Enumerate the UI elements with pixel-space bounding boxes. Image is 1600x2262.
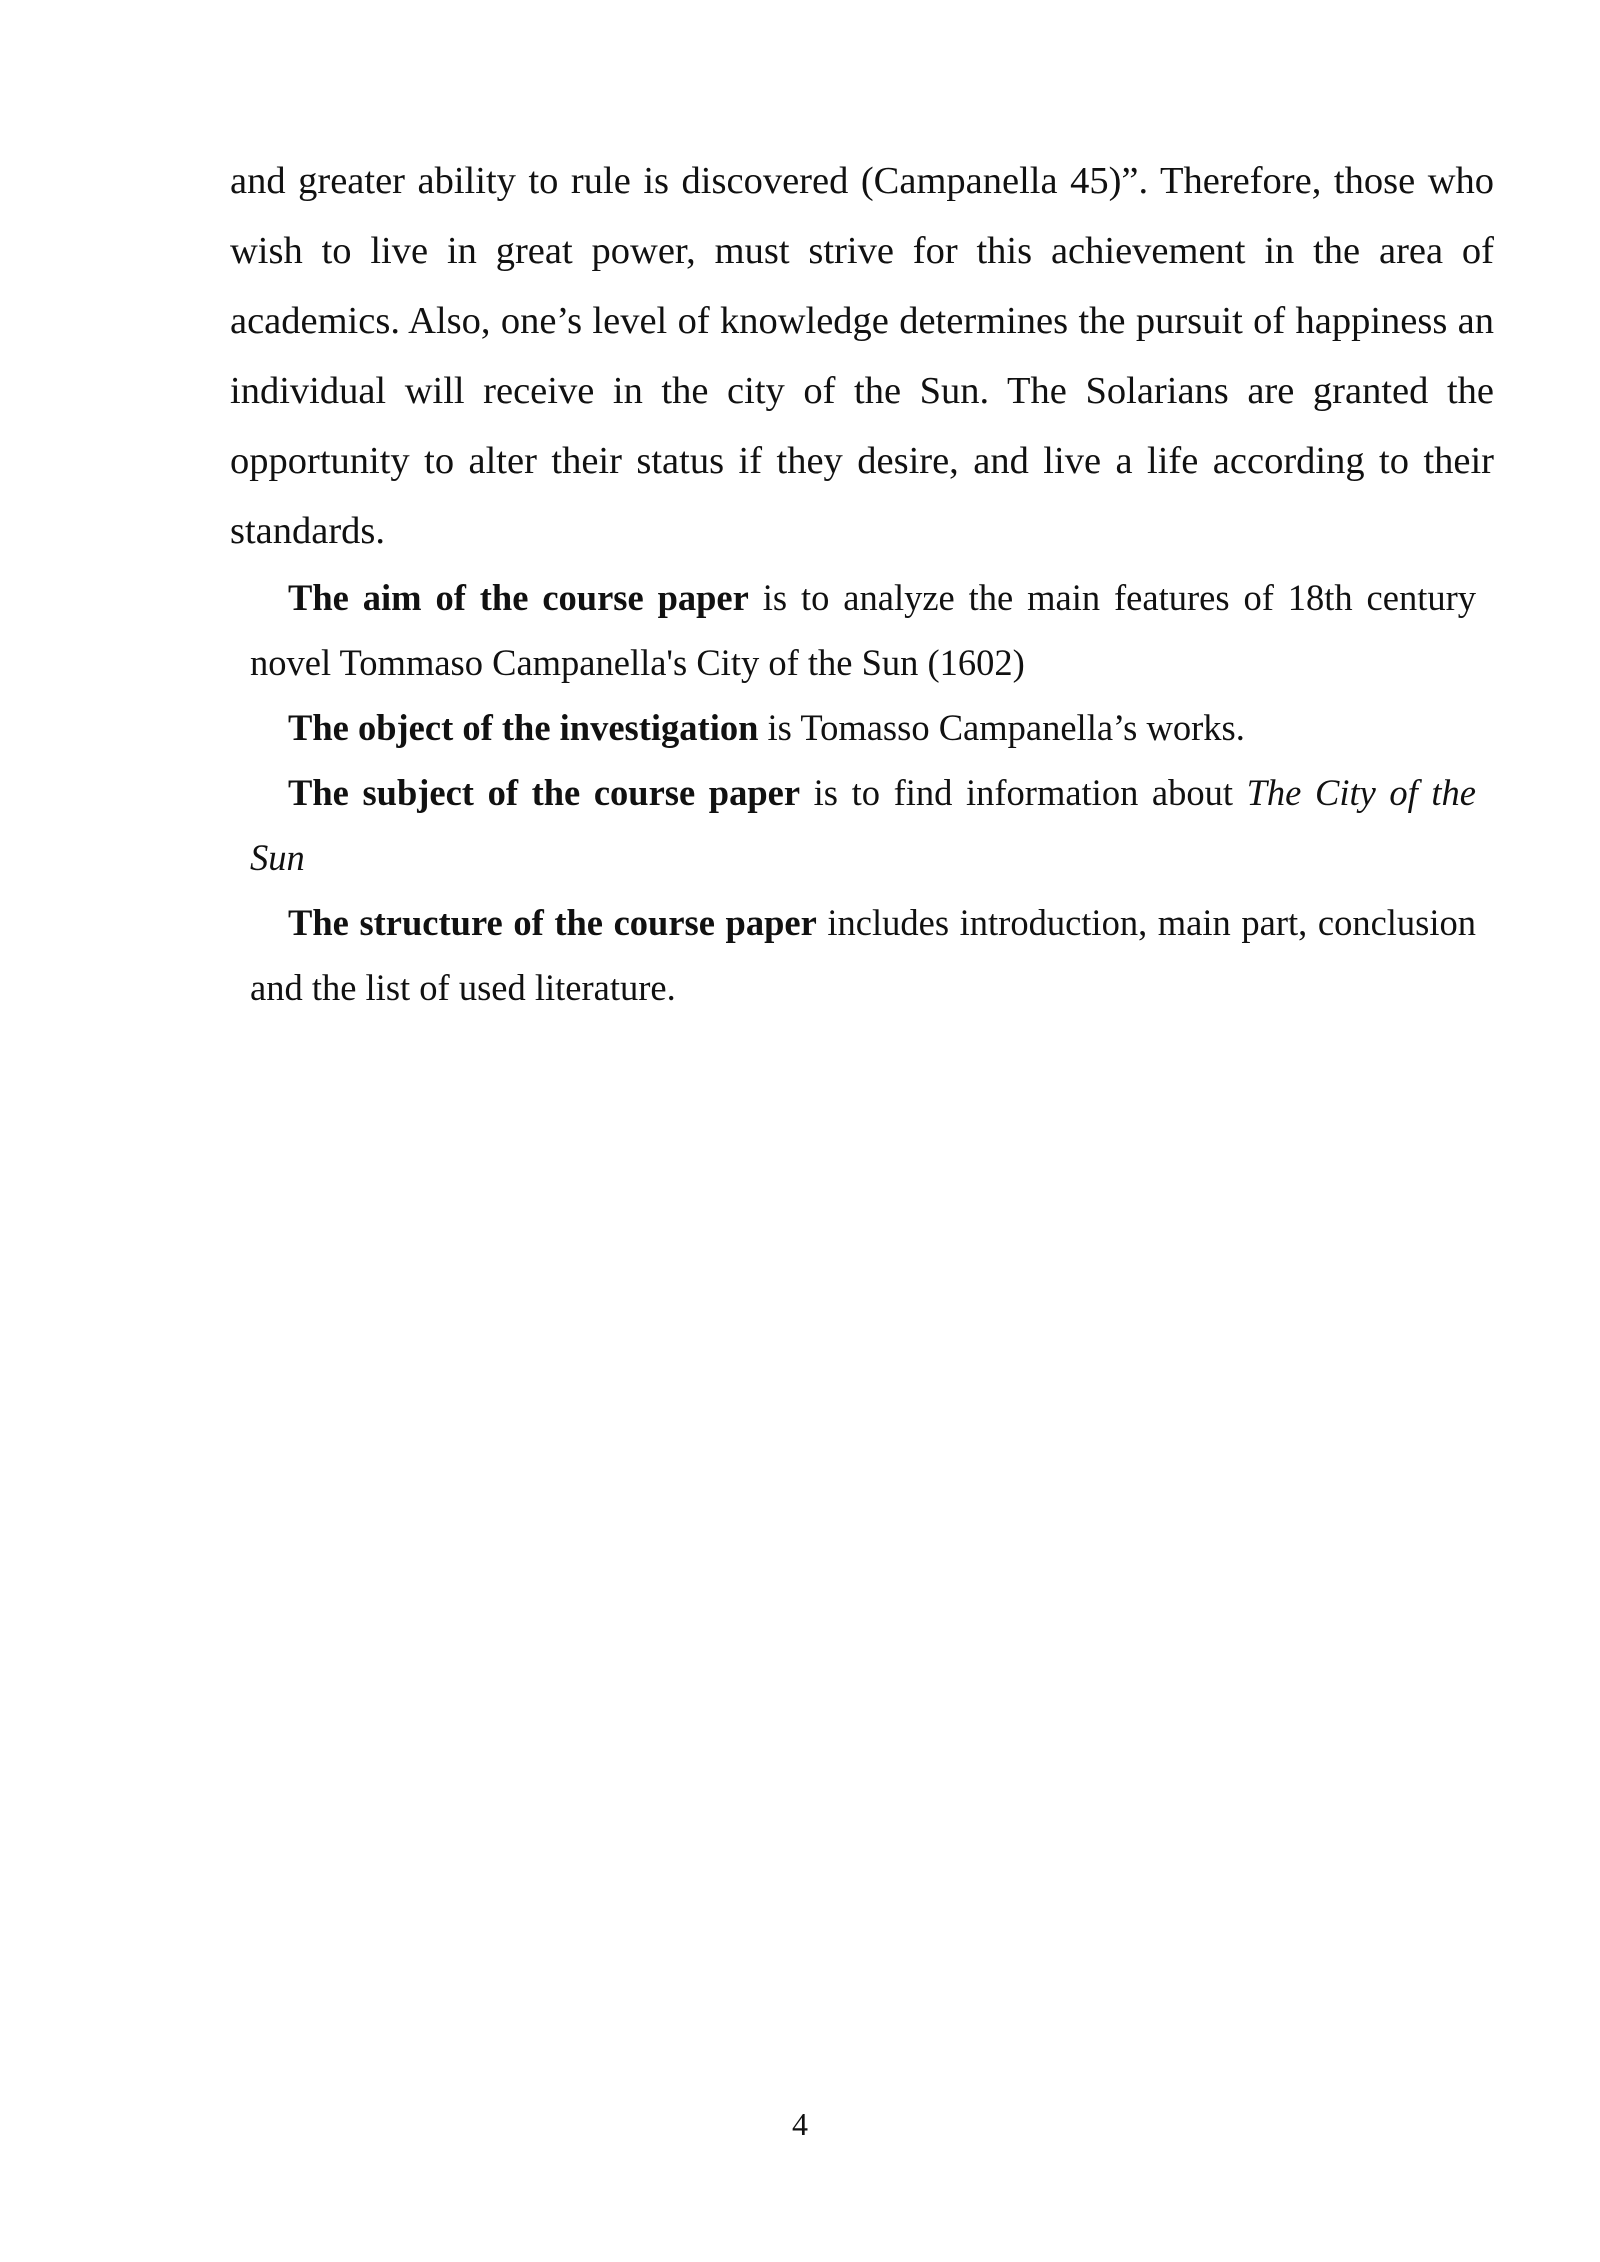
structure-term: The structure of the course paper (288, 902, 817, 943)
aim-term: The aim of the course paper (288, 577, 749, 618)
subject-paragraph (250, 760, 1476, 890)
subject-text: is to find information about (800, 772, 1247, 813)
object-term: The object of the investigation (288, 707, 759, 748)
page-number: 4 (792, 2106, 808, 2142)
structure-paragraph (250, 890, 1476, 1020)
aim-paragraph (250, 565, 1476, 695)
body-text-top (230, 146, 1494, 566)
object-text: is Tomasso Campanella’s works. (758, 707, 1245, 748)
aim-text: is to analyze the main features of 18th century novel Tommaso Campanella's City of the Sun (1602) (250, 577, 1476, 683)
structure-text: includes introduction, main part, conclusion and the list of used literature. (250, 902, 1476, 1008)
opening-paragraph: and greater ability to rule is discovered (Campanella 45)”. Therefore, those who wish to live in great power, must strive for this achievement in the area of academics. Also, one’s level of knowledge determines the pursuit of happiness an individual will receive in the city of the Sun. The Solarians are granted the opportunity to alter their status if they desire, and live a life according to their standards. (230, 160, 1494, 552)
subject-term: The subject of the course paper (288, 772, 801, 813)
course-paper-definitions (250, 565, 1476, 1020)
object-paragraph (250, 695, 1476, 760)
subject-title-italic: The City of the Sun (250, 772, 1476, 878)
